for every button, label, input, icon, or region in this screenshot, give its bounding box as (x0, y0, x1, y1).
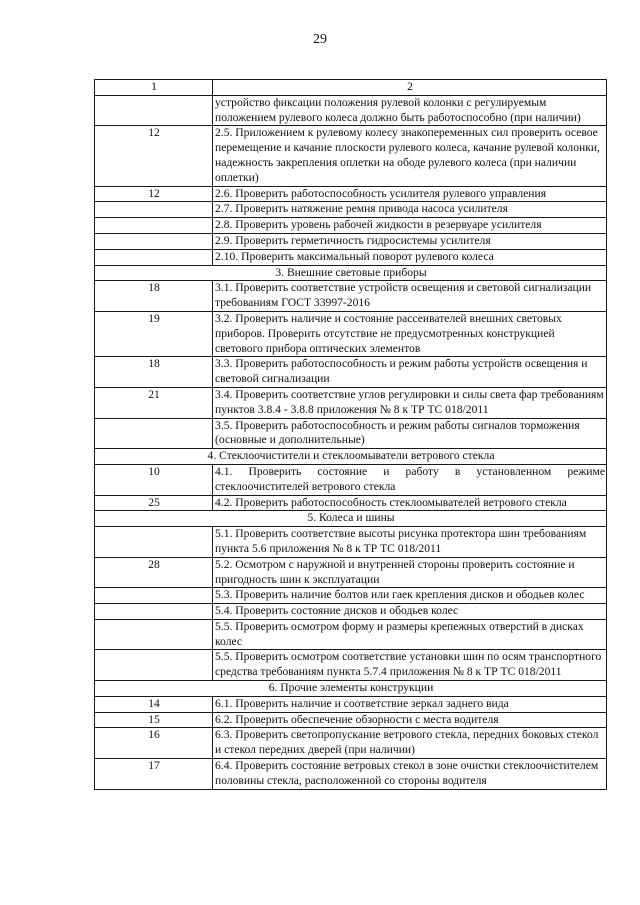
row-text: 3.5. Проверить работоспособность и режим работы сигналов торможения (основные и дополнительные) (213, 418, 607, 449)
row-text: 4.2. Проверить работоспособность стеклоомывателей ветрового стекла (213, 495, 607, 511)
row-number: 19 (95, 311, 213, 356)
row-text (213, 464, 607, 495)
table-header-row (95, 80, 607, 96)
row-number: 21 (95, 387, 213, 418)
row-number: 25 (95, 495, 213, 511)
row-text: 5.3. Проверить наличие болтов или гаек крепления дисков и ободьев колес (213, 588, 607, 604)
table-row (95, 650, 607, 681)
row-number (95, 218, 213, 234)
section-heading: 4. Стеклоочистители и стеклоомыватели ветрового стекла (95, 449, 607, 465)
section-heading: 5. Колеса и шины (95, 511, 607, 527)
row-number (95, 418, 213, 449)
table-row (95, 233, 607, 249)
table-row (95, 186, 607, 202)
row-text: 3.3. Проверить работоспособность и режим работы устройств освещения и световой сигнализации (213, 357, 607, 388)
row-number (95, 233, 213, 249)
section-heading: 3. Внешние световые приборы (95, 265, 607, 281)
table-row (95, 387, 607, 418)
row-text: 6.2. Проверить обеспечение обзорности с места водителя (213, 712, 607, 728)
row-text: 5.4. Проверить состояние дисков и ободьев колес (213, 604, 607, 620)
section-heading-row (95, 265, 607, 281)
inspection-table (94, 79, 607, 790)
page-number: 29 (313, 32, 327, 47)
row-text: 2.7. Проверить натяжение ремня привода насоса усилителя (213, 202, 607, 218)
row-text: 6.4. Проверить состояние ветровых стекол в зоне очистки стеклоочистителем половины стекла, расположенной со стороны водителя (213, 759, 607, 790)
table-row (95, 619, 607, 650)
row-number (95, 650, 213, 681)
table-row (95, 728, 607, 759)
table-row (95, 126, 607, 186)
table-row (95, 311, 607, 356)
table-row (95, 604, 607, 620)
row-text: 2.6. Проверить работоспособность усилителя рулевого управления (213, 186, 607, 202)
table-row (95, 759, 607, 790)
column-header-2: 2 (213, 80, 607, 96)
row-text: 2.9. Проверить герметичность гидросистемы усилителя (213, 233, 607, 249)
row-text: 3.2. Проверить наличие и состояние рассеивателей внешних световых приборов. Проверить отсутствие не предусмотренных конструкцией светового прибора оптических элементов (213, 311, 607, 356)
row-number: 10 (95, 464, 213, 495)
table-row (95, 712, 607, 728)
table-row (95, 418, 607, 449)
row-number (95, 249, 213, 265)
row-text: 3.4. Проверить соответствие углов регулировки и силы света фар требованиям пунктов 3.8.4 - 3.8.8 приложения № 8 к ТР ТС 018/2011 (213, 387, 607, 418)
row-text: 2.5. Приложением к рулевому колесу знакопеременных сил проверить осевое перемещение и качание плоскости рулевого колеса, качание рулевой колонки, надежность закрепления оплетки на ободе рулевого колеса (при наличии оплетки) (213, 126, 607, 186)
row-number: 12 (95, 186, 213, 202)
row-text: 5.5. Проверить осмотром форму и размеры крепежных отверстий в дисках колес (213, 619, 607, 650)
row-number (95, 95, 213, 126)
row-number: 15 (95, 712, 213, 728)
row-number: 18 (95, 281, 213, 312)
row-number: 16 (95, 728, 213, 759)
row-number: 18 (95, 357, 213, 388)
row-number: 14 (95, 696, 213, 712)
table-row (95, 95, 607, 126)
table-row (95, 202, 607, 218)
row-text: 2.8. Проверить уровень рабочей жидкости в резервуаре усилителя (213, 218, 607, 234)
table-row (95, 557, 607, 588)
table-row (95, 588, 607, 604)
section-heading-row (95, 681, 607, 697)
table-row (95, 281, 607, 312)
row-text: 5.5. Проверить осмотром соответствие установки шин по осям транспортного средства требованиям пункта 5.7.4 приложения № 8 к ТР ТС 018/2011 (213, 650, 607, 681)
row-text: 6.3. Проверить светопропускание ветрового стекла, передних боковых стекол и стекол передних дверей (при наличии) (213, 728, 607, 759)
row-number (95, 527, 213, 558)
row-number (95, 202, 213, 218)
section-heading: 6. Прочие элементы конструкции (95, 681, 607, 697)
column-header-1: 1 (95, 80, 213, 96)
row-text-line-2: стеклоочистителей ветрового стекла (215, 479, 396, 493)
row-number: 17 (95, 759, 213, 790)
table-row (95, 527, 607, 558)
table-row (95, 495, 607, 511)
table-row (95, 357, 607, 388)
table-row (95, 218, 607, 234)
row-number: 28 (95, 557, 213, 588)
row-text: 5.1. Проверить соответствие высоты рисунка протектора шин требованиям пункта 5.6 приложения № 8 к ТР ТС 018/2011 (213, 527, 607, 558)
row-text: 5.2. Осмотром с наружной и внутренней стороны проверить состояние и пригодность шин к эксплуатации (213, 557, 607, 588)
section-heading-row (95, 511, 607, 527)
row-number (95, 604, 213, 620)
row-number (95, 588, 213, 604)
table-row (95, 464, 607, 495)
table-row (95, 249, 607, 265)
table-row (95, 696, 607, 712)
row-text: 6.1. Проверить наличие и соответствие зеркал заднего вида (213, 696, 607, 712)
row-text: устройство фиксации положения рулевой колонки с регулируемым положением рулевого колеса должно быть работоспособно (при наличии) (213, 95, 607, 126)
row-text: 3.1. Проверить соответствие устройств освещения и световой сигнализации требованиям ГОСТ 33997-2016 (213, 281, 607, 312)
row-number: 12 (95, 126, 213, 186)
row-text: 2.10. Проверить максимальный поворот рулевого колеса (213, 249, 607, 265)
section-heading-row (95, 449, 607, 465)
row-text-line-1: 4.1. Проверить состояние и работу в установленном режиме (215, 464, 605, 478)
row-number (95, 619, 213, 650)
